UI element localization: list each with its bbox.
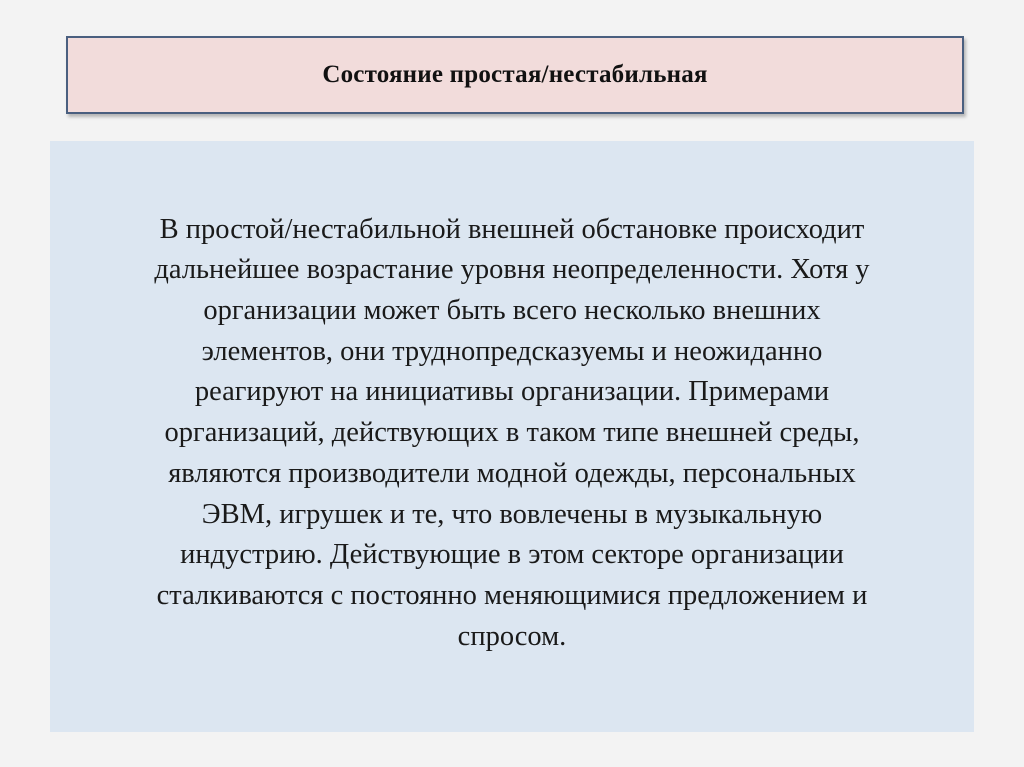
body-line: являются производители модной одежды, персональных	[168, 457, 856, 489]
body-line: спросом.	[457, 620, 567, 652]
title-box	[66, 36, 964, 114]
content-box	[50, 141, 974, 732]
body-line: организаций, действующих в таком типе внешней среды,	[164, 417, 860, 449]
body-line: реагируют на инициативы организации. Примерами	[194, 376, 830, 408]
body-line: элементов, они труднопредсказуемы и неожиданно	[201, 335, 823, 367]
body-line: дальнейшее возрастание уровня неопределенности. Хотя у	[154, 254, 870, 286]
body-line: В простой/нестабильной внешней обстановке происходит	[159, 213, 865, 245]
body-line: индустрию. Действующие в этом секторе организации	[180, 539, 844, 571]
body-line: организации может быть всего несколько внешних	[203, 295, 821, 327]
body-line: сталкиваются с постоянно меняющимися предложением и	[156, 579, 868, 611]
slide-title: Состояние простая/нестабильная	[322, 61, 708, 88]
body-text	[82, 210, 942, 658]
body-line: ЭВМ, игрушек и те, что вовлечены в музыкальную	[201, 498, 823, 530]
